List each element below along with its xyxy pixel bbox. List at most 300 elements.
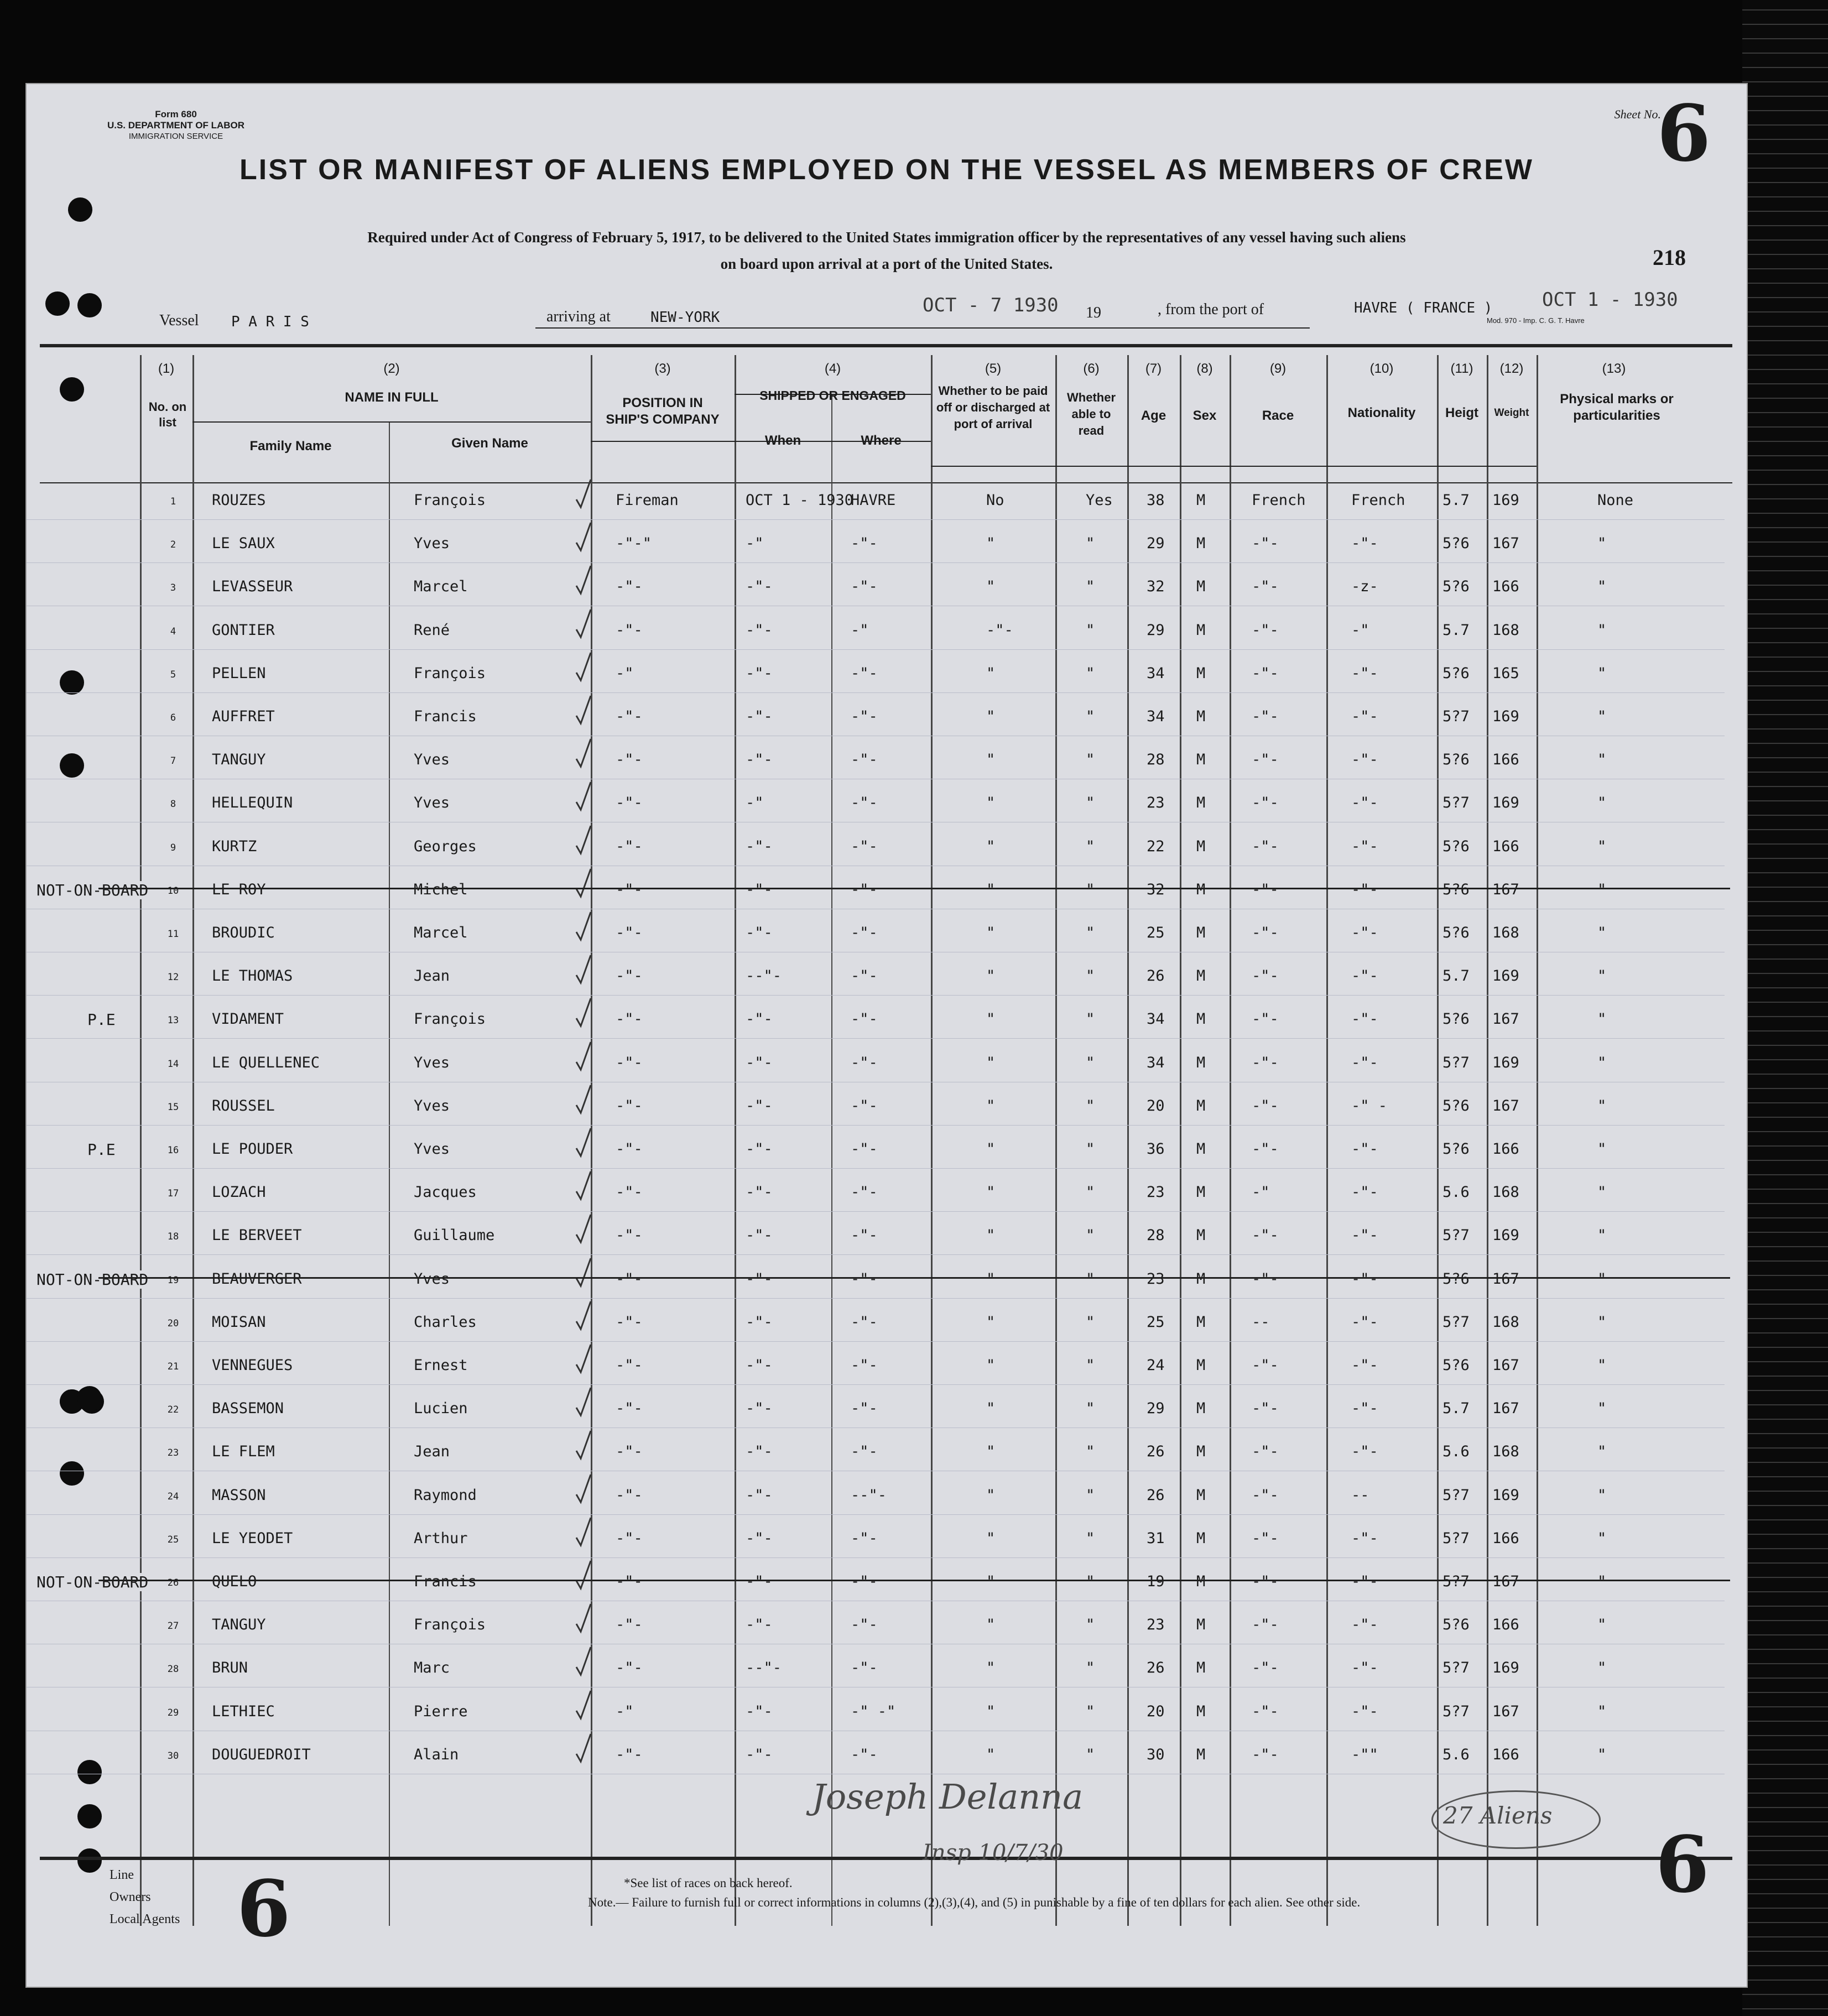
able-to-read: " — [1086, 751, 1095, 769]
shipped-date: -"- — [746, 1573, 773, 1590]
crew-nationality: -"- — [1351, 1270, 1378, 1288]
checkmark-icon — [574, 1169, 593, 1202]
physical-marks: " — [1597, 1659, 1607, 1677]
crew-position: -"- — [616, 1313, 643, 1331]
crew-position: -"- — [616, 1184, 643, 1201]
crew-given-name: Ernest — [414, 1357, 468, 1374]
shipped-place: -"- — [851, 1746, 878, 1763]
shipped-place: -"- — [851, 578, 878, 596]
physical-marks: " — [1597, 751, 1607, 769]
crew-weight: 165 — [1492, 664, 1519, 682]
table-row — [27, 1258, 1747, 1301]
table-row — [27, 998, 1747, 1041]
crew-given-name: René — [414, 621, 450, 639]
paid-off: " — [986, 1140, 996, 1158]
physical-marks: " — [1597, 1400, 1607, 1418]
shipped-date: OCT 1 - 1930 — [746, 492, 854, 509]
crew-height: 5.6 — [1442, 1443, 1470, 1461]
crew-position: -"- — [616, 837, 643, 855]
alien-count: 27 Aliens — [1443, 1802, 1553, 1829]
row-number: 18 — [167, 1231, 179, 1243]
shipped-date: -"- — [746, 1616, 773, 1634]
sheet-label: Sheet No. — [1614, 107, 1661, 121]
table-row — [27, 826, 1747, 869]
col7-number: (7) — [1145, 361, 1162, 376]
page-title: LIST OR MANIFEST OF ALIENS EMPLOYED ON THE VESSEL AS MEMBERS OF CREW — [239, 154, 1534, 186]
footer-sheet-number-left: 6 — [237, 1864, 291, 1955]
physical-marks: " — [1597, 1140, 1607, 1158]
table-row — [27, 1691, 1747, 1734]
form-number: Form 680 — [155, 109, 197, 119]
crew-race: -"- — [1252, 1097, 1279, 1114]
crew-weight: 166 — [1492, 751, 1519, 769]
crew-sex: M — [1196, 751, 1206, 769]
crew-height: 5?6 — [1442, 1270, 1470, 1288]
year-label: 19 — [1086, 304, 1101, 321]
crew-height: 5?7 — [1442, 1054, 1470, 1071]
from-port-label: , from the port of — [1158, 301, 1264, 318]
paid-off: " — [986, 1227, 996, 1244]
paid-off: " — [986, 924, 996, 941]
crew-weight: 166 — [1492, 578, 1519, 596]
shipped-date: -"- — [746, 1702, 773, 1720]
crew-age: 34 — [1147, 664, 1165, 682]
crew-race: -"- — [1252, 1227, 1279, 1244]
crew-height: 5.7 — [1442, 1400, 1470, 1418]
table-row — [27, 869, 1747, 912]
crew-age: 26 — [1147, 1659, 1165, 1677]
crew-given-name: Yves — [414, 535, 450, 553]
crew-position: -"- — [616, 881, 643, 898]
checkmark-icon — [574, 694, 593, 727]
paid-off: " — [986, 1010, 996, 1028]
physical-marks: " — [1597, 1357, 1607, 1374]
paid-off: " — [986, 967, 996, 985]
able-to-read: " — [1086, 1616, 1095, 1634]
line-label: Line — [110, 1868, 134, 1882]
crew-height: 5?7 — [1442, 1529, 1470, 1547]
shipped-place: -"- — [851, 708, 878, 725]
crew-nationality: -"- — [1351, 1140, 1378, 1158]
shipped-place: -"- — [851, 1659, 878, 1677]
crew-age: 23 — [1147, 1184, 1165, 1201]
crew-age: 28 — [1147, 751, 1165, 769]
crew-height: 5?7 — [1442, 1313, 1470, 1331]
physical-marks: " — [1597, 1010, 1607, 1028]
crew-position: -"- — [616, 1746, 643, 1763]
row-rule — [27, 1341, 1725, 1342]
able-to-read: " — [1086, 1573, 1095, 1590]
row-number: 26 — [167, 1577, 179, 1588]
shipped-place: -"- — [851, 1054, 878, 1071]
crew-sex: M — [1196, 1746, 1206, 1763]
row-number: 19 — [167, 1274, 179, 1286]
col7-header: Age — [1140, 408, 1166, 423]
checkmark-icon — [574, 1342, 593, 1376]
crew-race: -"- — [1252, 837, 1279, 855]
crew-given-name: Arthur — [414, 1529, 468, 1547]
crew-family-name: MASSON — [212, 1486, 266, 1504]
shipped-place: -"- — [851, 535, 878, 553]
table-row — [27, 1345, 1747, 1388]
crew-height: 5?7 — [1442, 1227, 1470, 1244]
crew-weight: 169 — [1492, 1486, 1519, 1504]
crew-given-name: Pierre — [414, 1702, 468, 1720]
crew-sex: M — [1196, 1573, 1206, 1590]
checkmark-icon — [574, 1083, 593, 1116]
table-row — [27, 1604, 1747, 1647]
crew-given-name: Francis — [414, 1573, 477, 1590]
table-row — [27, 955, 1747, 998]
crew-height: 5.7 — [1442, 621, 1470, 639]
crew-race: -"- — [1252, 708, 1279, 725]
physical-marks: " — [1597, 1054, 1607, 1071]
paid-off: " — [986, 1573, 996, 1590]
shipped-place: -"- — [851, 1140, 878, 1158]
pe-annotation: P.E — [87, 1140, 116, 1159]
row-number: 3 — [170, 582, 176, 594]
crew-height: 5?6 — [1442, 881, 1470, 898]
crew-nationality: -"- — [1351, 794, 1378, 812]
crew-position: -"- — [616, 578, 643, 596]
crew-given-name: François — [414, 1616, 486, 1634]
crew-sex: M — [1196, 708, 1206, 725]
crew-family-name: DOUGUEDROIT — [212, 1746, 311, 1763]
strike-through-line — [98, 888, 1730, 889]
paid-off: " — [986, 837, 996, 855]
paid-off: " — [986, 794, 996, 812]
punch-hole-icon — [68, 197, 92, 222]
crew-nationality: -"- — [1351, 1357, 1378, 1374]
checkmark-icon — [574, 650, 593, 684]
table-row — [27, 696, 1747, 739]
paid-off: -"- — [986, 621, 1013, 639]
crew-nationality: -"- — [1351, 1054, 1378, 1071]
paid-off: " — [986, 1054, 996, 1071]
paid-off: " — [986, 751, 996, 769]
crew-sex: M — [1196, 621, 1206, 639]
table-row — [27, 566, 1747, 609]
crew-age: 38 — [1147, 492, 1165, 509]
crew-nationality: -"- — [1351, 1010, 1378, 1028]
department-name: U.S. DEPARTMENT OF LABOR — [107, 120, 245, 131]
shipped-place: --"- — [851, 1486, 887, 1504]
row-rule — [27, 1211, 1725, 1212]
shipped-date: -"- — [746, 1443, 773, 1461]
crew-nationality: -- — [1351, 1486, 1369, 1504]
checkmark-icon — [574, 1126, 593, 1159]
row-number: 9 — [170, 842, 176, 853]
checkmark-icon — [574, 1645, 593, 1678]
col2-given-header: Given Name — [451, 436, 528, 451]
row-number: 1 — [170, 496, 176, 507]
col4-header: SHIPPED OR ENGAGED — [759, 388, 906, 403]
row-number: 14 — [167, 1058, 179, 1070]
checkmark-icon — [574, 1040, 593, 1073]
crew-position: -"- — [616, 1097, 643, 1114]
row-number: 29 — [167, 1707, 179, 1718]
crew-race: -"- — [1252, 881, 1279, 898]
col4-number: (4) — [824, 361, 841, 376]
physical-marks: " — [1597, 967, 1607, 985]
crew-sex: M — [1196, 1097, 1206, 1114]
crew-race: -"- — [1252, 1400, 1279, 1418]
crew-age: 25 — [1147, 924, 1165, 941]
row-number: 27 — [167, 1621, 179, 1632]
crew-position: -" — [616, 1702, 634, 1720]
crew-position: -"- — [616, 1529, 643, 1547]
row-number: 25 — [167, 1534, 179, 1545]
row-rule — [27, 1125, 1725, 1126]
able-to-read: " — [1086, 1054, 1095, 1071]
inspector-initials: Insp 10/7/30 — [923, 1840, 1064, 1866]
crew-position: -"- — [616, 751, 643, 769]
crew-nationality: -"- — [1351, 967, 1378, 985]
crew-weight: 166 — [1492, 1746, 1519, 1763]
crew-height: 5?6 — [1442, 578, 1470, 596]
paid-off: " — [986, 708, 996, 725]
checkmark-icon — [574, 996, 593, 1029]
strike-through-line — [98, 1277, 1730, 1279]
crew-weight: 169 — [1492, 1227, 1519, 1244]
checkmark-icon — [574, 1689, 593, 1722]
row-number: 23 — [167, 1447, 179, 1459]
table-row — [27, 1561, 1747, 1604]
crew-family-name: ROUZES — [212, 492, 266, 509]
col8-number: (8) — [1196, 361, 1213, 376]
crew-family-name: HELLEQUIN — [212, 794, 293, 812]
able-to-read: " — [1086, 1010, 1095, 1028]
able-to-read: " — [1086, 1746, 1095, 1763]
physical-marks: " — [1597, 578, 1607, 596]
crew-age: 32 — [1147, 578, 1165, 596]
crew-nationality: -"- — [1351, 1227, 1378, 1244]
col4-when-header: When — [764, 433, 801, 448]
punch-hole-icon — [60, 377, 84, 402]
checkmark-icon — [574, 737, 593, 770]
row-number: 2 — [170, 539, 176, 551]
shipped-date: -"- — [746, 1400, 773, 1418]
crew-sex: M — [1196, 1357, 1206, 1374]
form-identifier — [98, 109, 253, 142]
paid-off: " — [986, 1270, 996, 1288]
physical-marks: " — [1597, 794, 1607, 812]
crew-height: 5?6 — [1442, 1097, 1470, 1114]
crew-given-name: François — [414, 492, 486, 509]
shipped-place: -"- — [851, 837, 878, 855]
footer-sheet-number-right: 6 — [1655, 1820, 1710, 1910]
crew-nationality: -"- — [1351, 1702, 1378, 1720]
crew-sex: M — [1196, 1313, 1206, 1331]
table-row — [27, 1518, 1747, 1561]
crew-family-name: GONTIER — [212, 621, 275, 639]
table-row — [27, 1431, 1747, 1474]
shipped-place: -"- — [851, 1313, 878, 1331]
crew-age: 20 — [1147, 1702, 1165, 1720]
shipped-date: -"- — [746, 1140, 773, 1158]
crew-age: 26 — [1147, 1443, 1165, 1461]
crew-family-name: LE POUDER — [212, 1140, 293, 1158]
crew-age: 26 — [1147, 967, 1165, 985]
shipped-date: -"- — [746, 924, 773, 941]
able-to-read: " — [1086, 621, 1095, 639]
able-to-read: " — [1086, 1659, 1095, 1677]
col10-number: (10) — [1369, 361, 1394, 376]
able-to-read: " — [1086, 1184, 1095, 1201]
crew-race: -"- — [1252, 1270, 1279, 1288]
shipped-date: -"- — [746, 1746, 773, 1763]
table-row — [27, 1301, 1747, 1345]
subtitle-line-2: on board upon arrival at a port of the United States. — [720, 256, 1053, 272]
shipped-place: -"- — [851, 1097, 878, 1114]
crew-weight: 166 — [1492, 1529, 1519, 1547]
crew-nationality: -z- — [1351, 578, 1378, 596]
shipped-place: -"- — [851, 1529, 878, 1547]
shipped-date: --"- — [746, 967, 782, 985]
col5-number: (5) — [985, 361, 1002, 376]
crew-given-name: Yves — [414, 1054, 450, 1071]
manifest-number: 218 — [1653, 245, 1686, 270]
crew-nationality: -"- — [1351, 751, 1378, 769]
row-rule — [27, 519, 1725, 520]
owners-label: Owners — [110, 1890, 151, 1904]
shipped-date: -"- — [746, 751, 773, 769]
physical-marks: " — [1597, 881, 1607, 898]
shipped-place: -"- — [851, 1573, 878, 1590]
crew-position: -"- — [616, 1486, 643, 1504]
crew-age: 23 — [1147, 1616, 1165, 1634]
shipped-date: -"- — [746, 1486, 773, 1504]
crew-race: -"- — [1252, 1357, 1279, 1374]
crew-position: -"- — [616, 1443, 643, 1461]
checkmark-icon — [574, 1212, 593, 1246]
shipped-place: -"- — [851, 1010, 878, 1028]
shipped-date: -"- — [746, 1097, 773, 1114]
crew-weight: 167 — [1492, 1270, 1519, 1288]
crew-family-name: BASSEMON — [212, 1400, 284, 1418]
row-number: 24 — [167, 1491, 179, 1502]
shipped-place: -" -" — [851, 1702, 896, 1720]
crew-position: -"- — [616, 621, 643, 639]
row-rule — [27, 1254, 1725, 1255]
crew-height: 5.7 — [1442, 967, 1470, 985]
crew-age: 19 — [1147, 1573, 1165, 1590]
crew-weight: 167 — [1492, 1097, 1519, 1114]
paid-off: No — [986, 492, 1004, 509]
table-row — [27, 1475, 1747, 1518]
vessel-label: Vessel — [159, 312, 199, 329]
physical-marks: " — [1597, 1616, 1607, 1634]
crew-sex: M — [1196, 1140, 1206, 1158]
physical-marks: " — [1597, 1227, 1607, 1244]
pe-annotation: P.E — [87, 1010, 116, 1029]
shipped-place: -"- — [851, 751, 878, 769]
row-rule — [27, 562, 1725, 563]
crew-family-name: LOZACH — [212, 1184, 266, 1201]
crew-sex: M — [1196, 492, 1206, 509]
col9-number: (9) — [1269, 361, 1287, 376]
physical-marks: " — [1597, 708, 1607, 725]
shipped-date: -"- — [746, 1313, 773, 1331]
col12-number: (12) — [1499, 361, 1524, 376]
crew-family-name: AUFFRET — [212, 708, 275, 725]
crew-race: French — [1252, 492, 1306, 509]
crew-position: -"- — [616, 1616, 643, 1634]
able-to-read: " — [1086, 1400, 1095, 1418]
crew-position: -"- — [616, 794, 643, 812]
row-number: 28 — [167, 1664, 179, 1675]
paid-off: " — [986, 578, 996, 596]
crew-race: -"- — [1252, 1529, 1279, 1547]
crew-race: -"- — [1252, 1573, 1279, 1590]
physical-marks: " — [1597, 1270, 1607, 1288]
crew-given-name: Jean — [414, 1443, 450, 1461]
col10-header: Nationality — [1347, 405, 1416, 420]
not-on-board-annotation: NOT-ON-BOARD — [37, 1270, 149, 1289]
able-to-read: " — [1086, 1357, 1095, 1374]
row-number: 10 — [167, 885, 179, 897]
crew-given-name: Guillaume — [414, 1227, 495, 1244]
table-row — [27, 1171, 1747, 1215]
crew-weight: 167 — [1492, 535, 1519, 553]
able-to-read: " — [1086, 1313, 1095, 1331]
crew-height: 5.6 — [1442, 1746, 1470, 1763]
able-to-read: " — [1086, 967, 1095, 985]
crew-given-name: Yves — [414, 1270, 450, 1288]
paid-off: " — [986, 664, 996, 682]
table-row — [27, 739, 1747, 782]
shipped-date: -"- — [746, 881, 773, 898]
row-rule — [27, 1557, 1725, 1558]
crew-age: 25 — [1147, 1313, 1165, 1331]
table-row — [27, 1085, 1747, 1128]
checkmark-icon — [574, 1559, 593, 1592]
crew-nationality: -"- — [1351, 1573, 1378, 1590]
arrival-date-stamp: OCT - 7 1930 — [923, 294, 1059, 316]
able-to-read: " — [1086, 1140, 1095, 1158]
crew-nationality: -"- — [1351, 1443, 1378, 1461]
crew-weight: 169 — [1492, 708, 1519, 725]
crew-family-name: LETHIEC — [212, 1702, 275, 1720]
shipped-place: -"- — [851, 664, 878, 682]
checkmark-icon — [574, 1515, 593, 1549]
crew-sex: M — [1196, 1227, 1206, 1244]
table-row — [27, 1734, 1747, 1777]
crew-family-name: VENNEGUES — [212, 1357, 293, 1374]
crew-age: 32 — [1147, 881, 1165, 898]
crew-race: -" — [1252, 1184, 1270, 1201]
crew-sex: M — [1196, 1702, 1206, 1720]
crew-height: 5?6 — [1442, 751, 1470, 769]
crew-height: 5?6 — [1442, 1140, 1470, 1158]
physical-marks: " — [1597, 535, 1607, 553]
row-number: 6 — [170, 712, 176, 723]
shipped-date: -"- — [746, 837, 773, 855]
crew-weight: 167 — [1492, 1400, 1519, 1418]
row-number: 11 — [167, 929, 179, 940]
crew-sex: M — [1196, 664, 1206, 682]
crew-race: -"- — [1252, 794, 1279, 812]
crew-given-name: Francis — [414, 708, 477, 725]
row-number: 21 — [167, 1361, 179, 1372]
crew-sex: M — [1196, 1054, 1206, 1071]
crew-height: 5?7 — [1442, 1573, 1470, 1590]
printer-note: Mod. 970 - Imp. C. G. T. Havre — [1487, 316, 1585, 325]
checkmark-icon — [574, 824, 593, 857]
crew-height: 5?7 — [1442, 1486, 1470, 1504]
crew-race: -"- — [1252, 1010, 1279, 1028]
physical-marks: " — [1597, 1097, 1607, 1114]
